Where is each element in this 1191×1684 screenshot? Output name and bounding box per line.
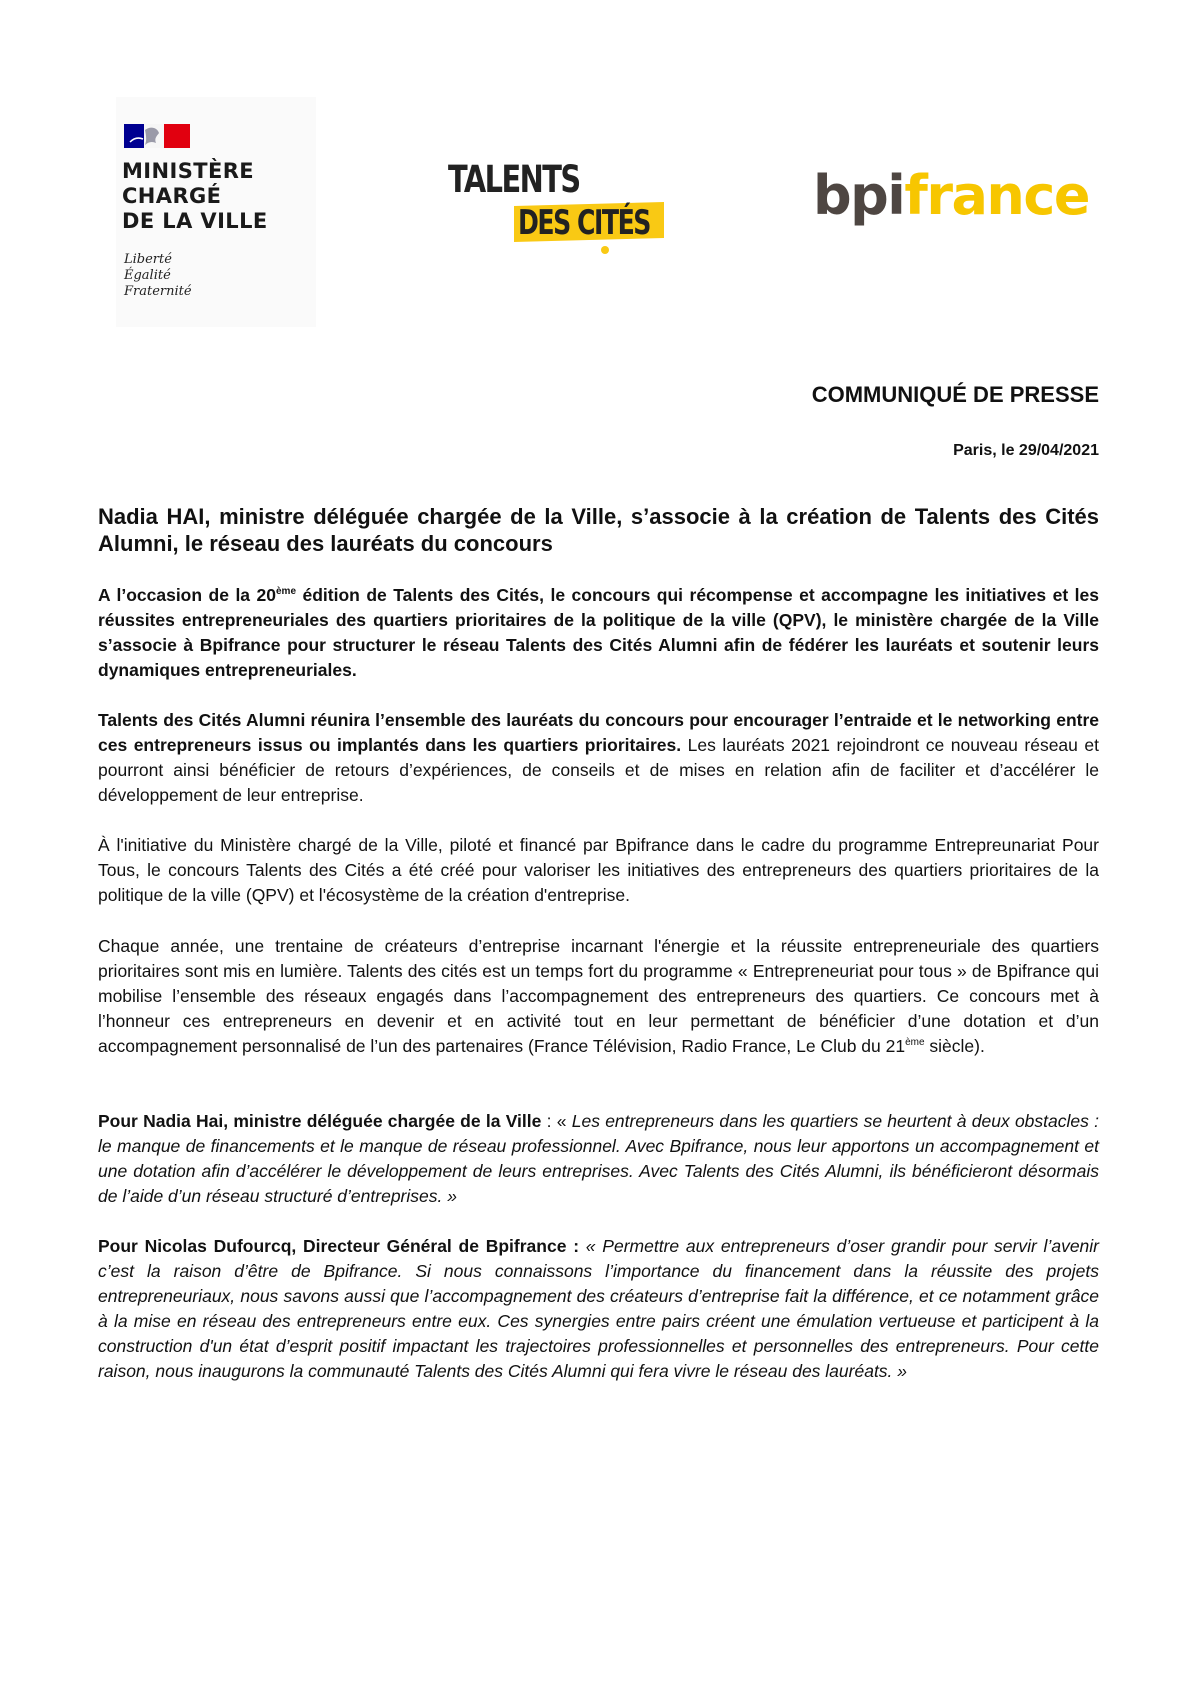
talents-logo-line2: DES CITÉS xyxy=(518,203,650,243)
intro-text-start: A l’occasion de la 20 xyxy=(98,585,276,605)
paragraph-annual xyxy=(98,934,1099,1059)
press-release-heading: COMMUNIQUÉ DE PRESSE xyxy=(811,382,1099,407)
motto-line: Fraternité xyxy=(124,284,192,299)
dateline: Paris, le 29/04/2021 xyxy=(953,442,1099,459)
motto-line: Liberté xyxy=(124,252,172,267)
marianne-emblem-icon xyxy=(124,124,192,148)
ministere-motto xyxy=(124,252,192,300)
quote-nadia-hai xyxy=(98,1109,1099,1209)
paragraph-alumni-text: Les lauréats 2021 rejoindront ce nouveau réseau et pourront ainsi bénéficier de retours d’expériences, de conseils et de mises en relation afin de faciliter et d’accélérer le développement de leur entreprise. xyxy=(98,735,1099,805)
talents-logo-dot xyxy=(601,246,609,254)
ministere-name-line: DE LA VILLE xyxy=(122,209,268,233)
paragraph-initiative: À l'initiative du Ministère chargé de la Ville, piloté et financé par Bpifrance dans le cadre du programme Entrepreunariat Pour Tous, le concours Talents des Cités a été créé pour valoriser les initiatives des entrepreneurs des quartiers prioritaires de la politique de la ville (QPV) et l'écosystème de la création d'entreprise. xyxy=(98,835,1099,905)
intro-paragraph xyxy=(98,583,1099,683)
talents-des-cites-logo xyxy=(448,158,678,258)
ministere-name-line: MINISTÈRE xyxy=(122,159,255,183)
ministere-name-line: CHARGÉ xyxy=(122,184,222,208)
quote-speaker: Pour Nicolas Dufourcq, Directeur Général de Bpifrance : xyxy=(98,1236,580,1256)
ministere-logo xyxy=(116,97,316,327)
quote-speaker: Pour Nadia Hai, ministre déléguée chargée de la Ville xyxy=(98,1111,542,1131)
paragraph-alumni xyxy=(98,708,1099,808)
paragraph-annual-superscript: ème xyxy=(905,1037,925,1048)
paragraph-annual-text-start: Chaque année, une trentaine de créateurs d’entreprise incarnant l'énergie et la réussite entrepreneuriale des quartiers prioritaires sont mis en lumière. Talents des cités est un temps fort du programme « Entrepreneuriat pour tous » de Bpifrance qui mobilise l’ensemble des réseaux engagés dans l’accompagnement des entrepreneurs des quartiers. Ce concours met à l’honneur ces entrepreneurs en devenir et en activité tout en leur permettant de bénéficier d’une dotation et d’un accompagnement personnalisé de l’un des partenaires (France Télévision, Radio France, Le Club du 21 xyxy=(98,936,1099,1056)
ministere-name xyxy=(122,159,268,234)
bpifrance-logo-part2: france xyxy=(904,164,1089,227)
intro-superscript: ème xyxy=(276,586,297,597)
intro-text-end: édition de Talents des Cités, le concours qui récompense et accompagne les initiatives et les réussites entrepreneuriales des quartiers prioritaires de la politique de la ville (QPV), le ministère chargée de la Ville s’associe à Bpifrance pour structurer le réseau Talents des Cités Alumni afin de fédérer les lauréats et soutenir leurs dynamiques entrepreneuriales. xyxy=(98,585,1099,680)
bpifrance-logo-part1: bpi xyxy=(813,164,905,227)
talents-logo-line1: TALENTS xyxy=(448,158,580,201)
quote-text: « Permettre aux entrepreneurs d’oser grandir pour servir l’avenir c’est la raison d’être de Bpifrance. Si nous connaissons l’importance du financement dans la réussite des projets entrepreneuriaux, nous savons aussi que l’accompagnement des créateurs d’entreprise fait la différence, et ce notamment grâce à la mise en réseau des entrepreneurs entre eux. Ces synergies entre pairs créent une émulation vertueuse et participent à la construction d'un état d’esprit positif impactant les trajectoires professionnelles et personnelles des entrepreneurs. Pour cette raison, nous inaugurons la communauté Talents des Cités Alumni qui fera vivre le réseau des lauréats. » xyxy=(98,1236,1100,1381)
paragraph-annual-text-end: siècle). xyxy=(924,1036,985,1056)
quote-nicolas-dufourcq xyxy=(98,1234,1099,1384)
press-release-title: Nadia HAI, ministre déléguée chargée de la Ville, s’associe à la création de Talents des Cités Alumni, le réseau des lauréats du concours xyxy=(98,504,1099,556)
bpifrance-logo xyxy=(813,166,1089,226)
paragraph-alumni-bold: Talents des Cités Alumni réunira l’ensemble des lauréats du concours pour encourager l’entraide et le networking entre ces entrepreneurs issus ou implantés dans les quartiers prioritaires. xyxy=(98,710,1099,755)
motto-line: Égalité xyxy=(124,268,171,283)
quote-separator: : « xyxy=(541,1111,572,1131)
quote-text: Les entrepreneurs dans les quartiers se heurtent à deux obstacles : le manque de financements et le manque de réseau professionnel. Avec Bpifrance, nous leur apportons un accompagnement et une dotation afin d’accélérer le développement de leurs entreprises. Avec Talents des Cités Alumni, ils bénéficieront désormais de l’aide d’un réseau structuré d’entreprises. » xyxy=(98,1111,1099,1206)
